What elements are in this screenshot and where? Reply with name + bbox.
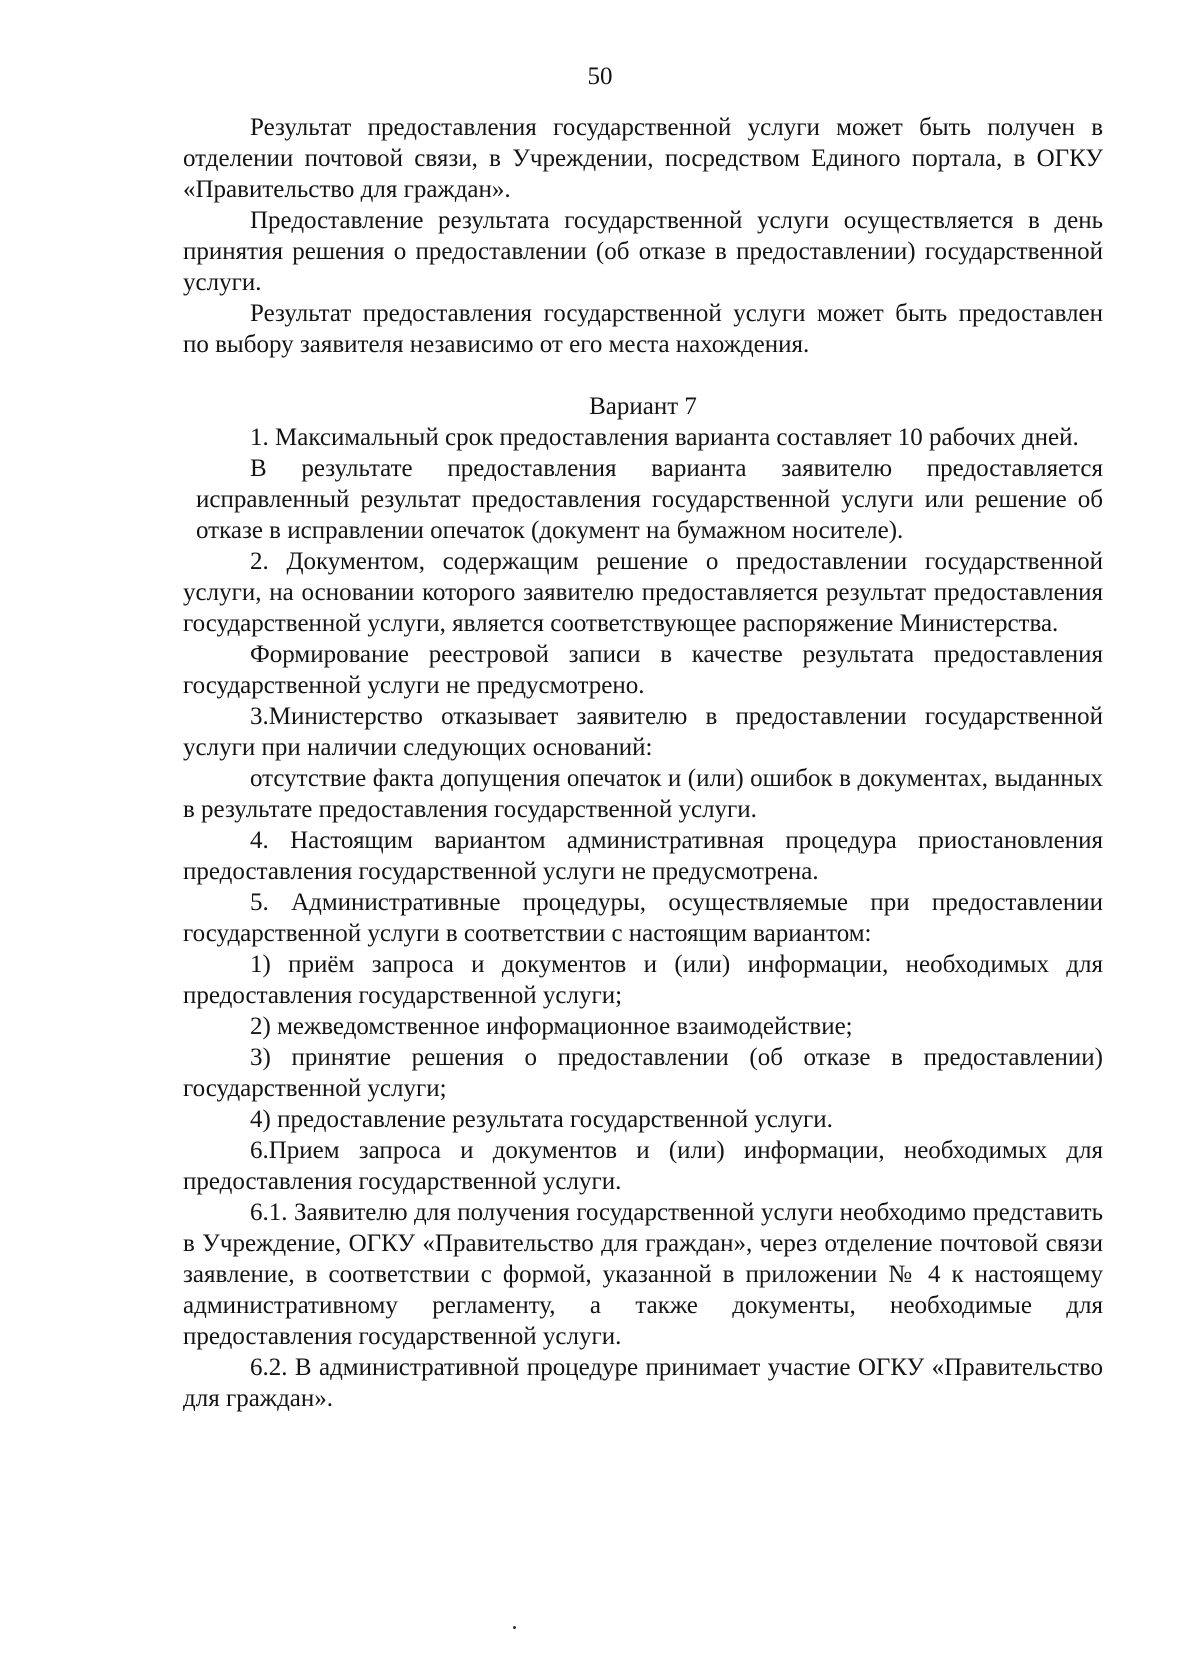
section-heading: Вариант 7 [589, 393, 697, 420]
list-item: 3) принятие решения о предоставлении (об отказе в предоставлении) государственной услуги; [183, 1044, 1103, 1102]
document-body [183, 112, 1103, 1414]
paragraph: 6.2. В административной процедуре принимает участие ОГКУ «Правительство для граждан». [183, 1354, 1103, 1412]
paragraph: 6.1. Заявителю для получения государственной услуги необходимо представить в Учреждение, ОГКУ «Правительство для граждан», через отделение почтовой связи заявление, в соответствии с формой, указанной в приложении № 4 к настоящему административному регламенту, а также документы, необходимые для предоставления государственной услуги. [183, 1199, 1103, 1350]
scan-speck [513, 1626, 516, 1629]
paragraph: Формирование реестровой записи в качестве результата предоставления государственной услуги не предусмотрено. [183, 641, 1103, 699]
paragraph: Результат предоставления государственной услуги может быть получен в отделении почтовой связи, в Учреждении, посредством Единого портала, в ОГКУ «Правительство для граждан». [183, 114, 1103, 203]
list-item: 2) межведомственное информационное взаимодействие; [250, 1013, 853, 1040]
paragraph: 3.Министерство отказывает заявителю в предоставлении государственной услуги при наличии следующих оснований: [183, 703, 1103, 761]
paragraph: 2. Документом, содержащим решение о предоставлении государственной услуги, на основании которого заявителю предоставляется результат предоставления государственной услуги, является соответствующее распоряжение Министерства. [183, 548, 1103, 637]
paragraph: Предоставление результата государственной услуги осуществляется в день принятия решения о предоставлении (об отказе в предоставлении) государственной услуги. [183, 207, 1103, 296]
paragraph: Результат предоставления государственной услуги может быть предоставлен по выбору заявителя независимо от его места нахождения. [183, 300, 1103, 358]
paragraph: 5. Административные процедуры, осуществляемые при предоставлении государственной услуги в соответствии с настоящим вариантом: [183, 889, 1103, 947]
list-item: 4) предоставление результата государственной услуги. [250, 1106, 833, 1133]
paragraph: В результате предоставления варианта заявителю предоставляется исправленный результат предоставления государственной услуги или решение об отказе в исправлении опечаток (документ на бумажном носителе). [196, 455, 1103, 544]
page-number: 50 [587, 63, 613, 90]
paragraph: 4. Настоящим вариантом административная процедура приостановления предоставления государственной услуги не предусмотрена. [183, 827, 1103, 885]
paragraph: 1. Максимальный срок предоставления варианта составляет 10 рабочих дней. [250, 424, 1079, 451]
paragraph: отсутствие факта допущения опечаток и (или) ошибок в документах, выданных в результате предоставления государственной услуги. [183, 765, 1103, 823]
list-item: 1) приём запроса и документов и (или) информации, необходимых для предоставления государственной услуги; [183, 951, 1103, 1009]
paragraph: 6.Прием запроса и документов и (или) информации, необходимых для предоставления государственной услуги. [183, 1137, 1103, 1195]
